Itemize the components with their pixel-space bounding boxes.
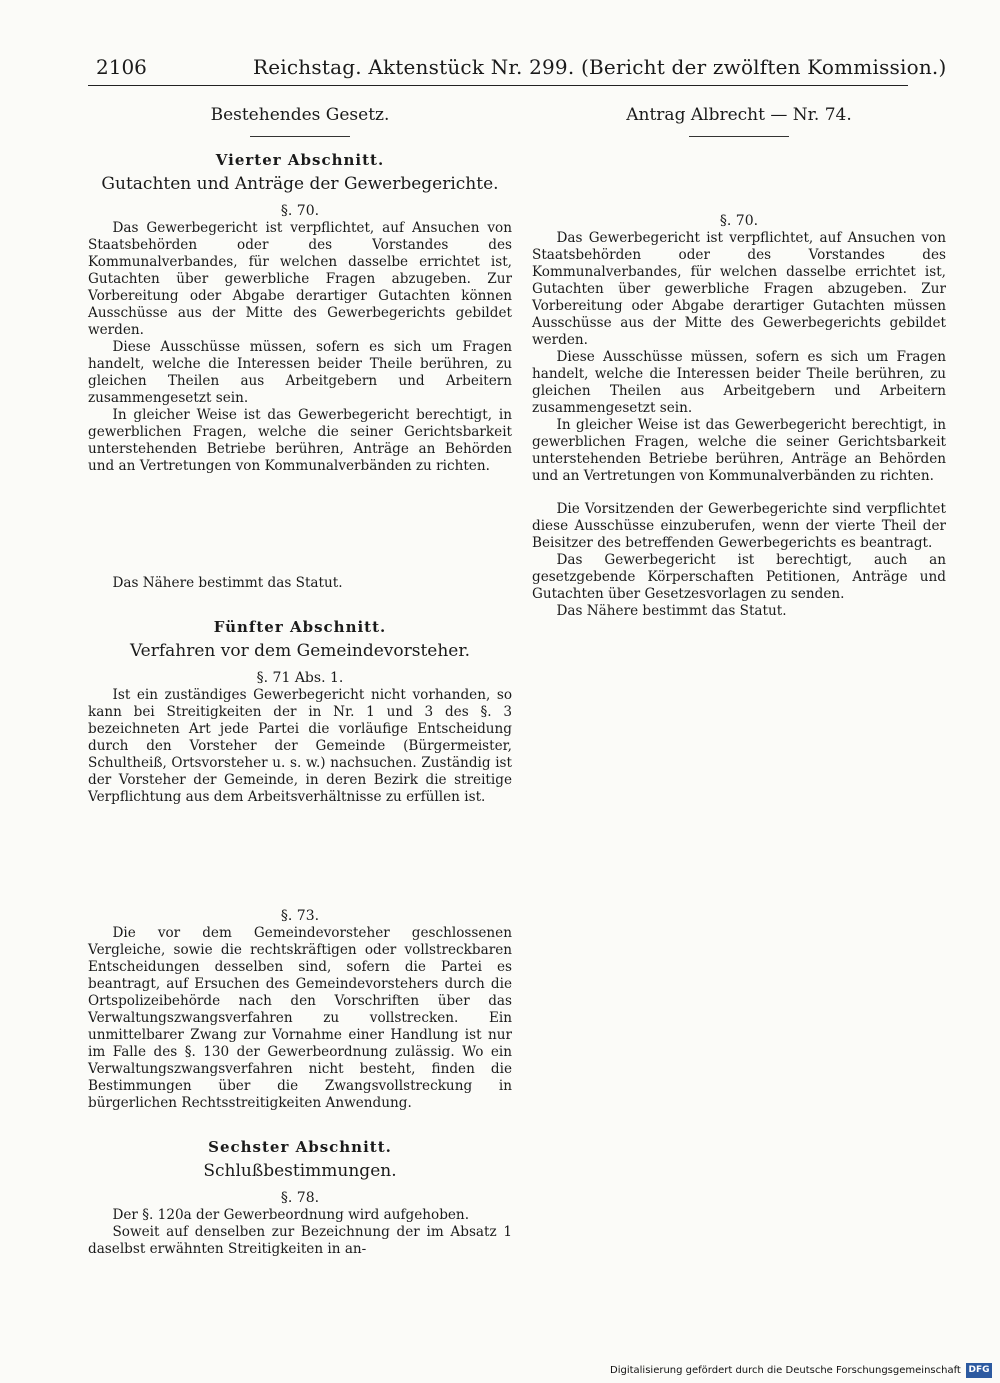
body-paragraph: Soweit auf denselben zur Bezeichnung der im Absatz 1 daselbst erwähnten Streitigkeiten in an- — [88, 1224, 512, 1257]
dfg-logo: DFG — [966, 1363, 992, 1378]
section-title: Schlußbestimmungen. — [203, 1161, 397, 1181]
digitization-credit: Digitalisierung gefördert durch die Deutsche Forschungsgemeinschaft — [610, 1365, 961, 1376]
spacer — [532, 485, 946, 501]
body-paragraph: Das Gewerbegericht ist berechtigt, auch an gesetzgebende Körperschaften Petitionen, Anträge und Gutachten über Gesetzesvorlagen zu senden. — [532, 552, 946, 602]
left-column — [88, 100, 512, 1258]
right-column-heading: Antrag Albrecht — Nr. 74. — [626, 105, 852, 125]
header-rule — [88, 85, 908, 86]
spacer — [88, 806, 512, 900]
body-paragraph: Der §. 120a der Gewerbeordnung wird aufgehoben. — [112, 1207, 470, 1223]
body-paragraph: In gleicher Weise ist das Gewerbegericht berechtigt, in gewerblichen Fragen, welche die seiner Gerichtsbarkeit unterstehenden Betriebe berühren, Anträge an Behörden und an Vertretungen von Kommunalverbänden zu richten. — [88, 407, 512, 474]
header-title: Reichstag. Aktenstück Nr. 299. (Bericht der zwölften Kommission.) — [253, 55, 947, 79]
spacer — [88, 475, 512, 575]
section-label: Vierter Abschnitt. — [215, 151, 385, 169]
heading-rule — [250, 136, 350, 137]
right-column — [532, 100, 946, 620]
section-title: Gutachten und Anträge der Gewerbegerichte. — [101, 174, 499, 194]
body-paragraph: Das Gewerbegericht ist verpflichtet, auf Ansuchen von Staatsbehörden oder des Vorstandes des Kommunalverbandes, für welchen dasselbe errichtet ist, Gutachten über gewerbliche Fragen abzugeben. Zur Vorbereitung oder Abgabe derartiger Gutachten können Ausschüsse aus der Mitte des Gewerbegerichts gebildet werden. — [88, 220, 512, 338]
section-title: Verfahren vor dem Gemeindevorsteher. — [129, 641, 471, 661]
body-paragraph: Die vor dem Gemeindevorsteher geschlossenen Vergleiche, sowie die rechtskräftigen oder vollstreckbaren Entscheidungen desselben sind, sofern die Partei es beantragt, auf Ersuchen des Gemeindevorstehers durch die Ortspolizeibehörde nach den Vorschriften über das Verwaltungszwangsverfahren zu vollstrecken. Ein unmittelbarer Zwang zur Vornahme einer Handlung ist nur im Falle des §. 130 der Gewerbeordnung zulässig. Wo ein Verwaltungszwangsverfahren nicht besteht, finden die Bestimmungen über die Zwangsvollstreckung in bürgerlichen Rechtsstreitigkeiten Anwendung. — [88, 925, 512, 1111]
body-paragraph: Das Nähere bestimmt das Statut. — [112, 575, 343, 591]
spacer — [532, 137, 946, 205]
body-paragraph: In gleicher Weise ist das Gewerbegericht berechtigt, in gewerblichen Fragen, welche die seiner Gerichtsbarkeit unterstehenden Betriebe berühren, Anträge an Behörden und an Vertretungen von Kommunalverbänden zu richten. — [532, 417, 946, 484]
body-paragraph: Diese Ausschüsse müssen, sofern es sich um Fragen handelt, welche die Interessen beider Theile berühren, zu gleichen Theilen aus Arbeitgebern und Arbeitern zusammengesetzt sein. — [532, 349, 946, 416]
section-label: Fünfter Abschnitt. — [213, 618, 387, 636]
body-paragraph: Das Gewerbegericht ist verpflichtet, auf Ansuchen von Staatsbehörden oder des Vorstandes des Kommunalverbandes, für welchen dasselbe errichtet ist, Gutachten über gewerbliche Fragen abzugeben. Zur Vorbereitung oder Abgabe derartiger Gutachten müssen Ausschüsse aus der Mitte des Gewerbegerichts gebildet werden. — [532, 230, 946, 348]
paragraph-number: §. 70. — [719, 213, 759, 229]
body-paragraph: Ist ein zuständiges Gewerbegericht nicht vorhanden, so kann bei Streitigkeiten der in Nr. 1 und 3 des §. 3 bezeichneten Art jede Partei die vorläufige Entscheidung durch den Vorsteher der Gemeinde (Bürgermeister, Schultheiß, Ortsvorsteher u. s. w.) nachsuchen. Zuständig ist der Vorsteher der Gemeinde, in deren Bezirk die streitige Verpflichtung aus dem Arbeitsverhältnisse zu erfüllen ist. — [88, 687, 512, 805]
left-column-heading: Bestehendes Gesetz. — [210, 105, 390, 125]
paragraph-number: §. 78. — [280, 1190, 320, 1206]
body-paragraph: Diese Ausschüsse müssen, sofern es sich um Fragen handelt, welche die Interessen beider Theile berühren, zu gleichen Theilen aus Arbeitgebern und Arbeitern zusammengesetzt sein. — [88, 339, 512, 406]
body-paragraph: Die Vorsitzenden der Gewerbegerichte sind verpflichtet diese Ausschüsse einzuberufen, wenn der vierte Theil der Beisitzer des betreffenden Gewerbegerichts es beantragt. — [532, 501, 946, 551]
paragraph-number: §. 73. — [280, 908, 320, 924]
paragraph-number: §. 70. — [280, 203, 320, 219]
paragraph-number: §. 71 Abs. 1. — [256, 670, 344, 686]
page-number: 2106 — [96, 55, 147, 79]
running-header — [88, 55, 947, 79]
section-label: Sechster Abschnitt. — [208, 1138, 392, 1156]
body-paragraph: Das Nähere bestimmt das Statut. — [556, 603, 787, 619]
